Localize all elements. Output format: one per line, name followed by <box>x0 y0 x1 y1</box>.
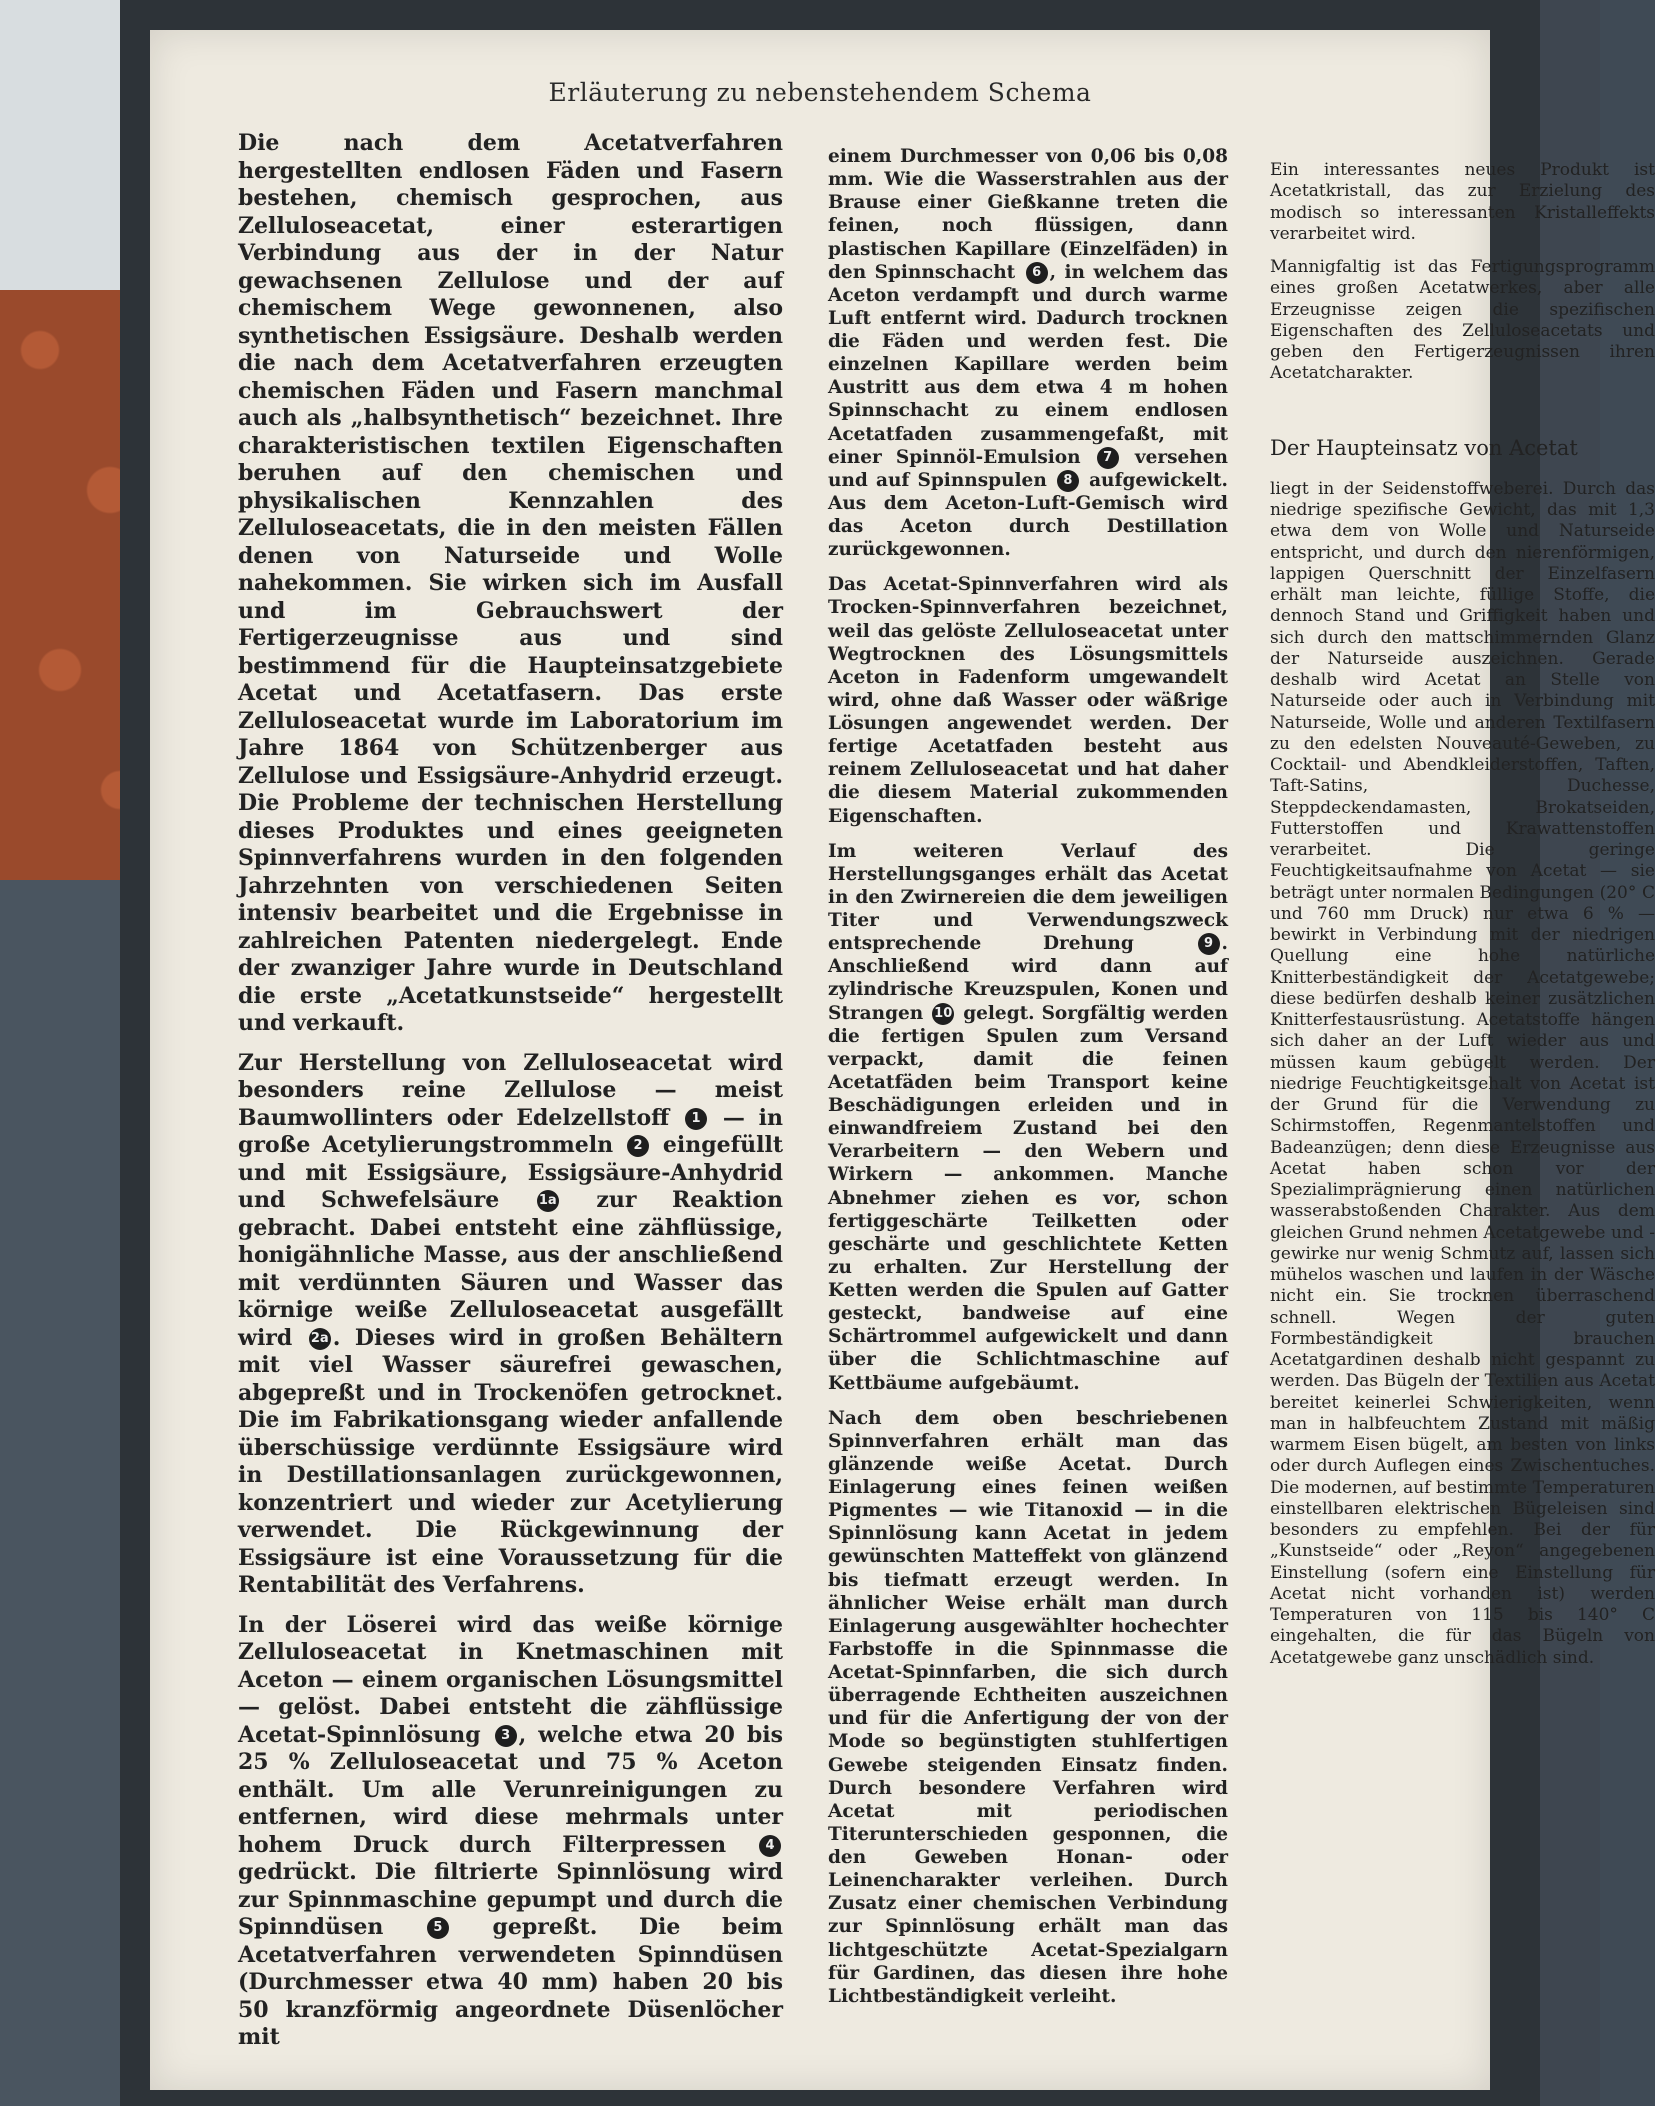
paragraph: Die nach dem Acetatverfahren hergestellten endlosen Fäden und Fasern bestehen, chemisch gesprochen, aus Zelluloseacetat, einer esterartigen Verbindung aus der in der Natur gewachsenen Zellulose und der auf chemischem Wege gewonnenen, also synthetischen Essigsäure. Deshalb werden die nach dem Acetatverfahren erzeugten chemischen Fäden und Fasern manchmal auch als „halbsynthetisch“ bezeichnet. Ihre charakteristischen textilen Eigenschaften beruhen auf den chemischen und physikalischen Kennzahlen des Zelluloseacetats, die in den meisten Fällen denen von Naturseide und Wolle nahekommen. Sie wirken sich im Ausfall und im Gebrauchswert der Fertigerzeugnisse aus und sind bestimmend für die Haupteinsatzgebiete Acetat und Acetatfasern. Das erste Zelluloseacetat wurde im Laboratorium im Jahre 1864 von Schützenberger aus Zellulose und Essigsäure-Anhydrid erzeugt. Die Probleme der technischen Herstellung dieses Produktes und eines geeigneten Spinnverfahrens wurden in den folgenden Jahrzehnten von verschiedenen Seiten intensiv bearbeitet und die Ergebnisse in zahlreichen Patenten niedergelegt. Ende der zwanziger Jahre wurde in Deutschland die erste „Acetatkunstseide“ hergestellt und verkauft. <box>238 130 783 1036</box>
step-number-badge: 5 <box>427 1917 449 1939</box>
paragraph: Mannigfaltig ist das Fertigungsprogramm eines großen Acetatwerkes, aber alle Erzeugnisse zeigen die spezifischen Eigenschaften des Zelluloseacetats und geben den Fertigerzeugnissen ihren Acetatcharakter. <box>1270 257 1655 384</box>
text-run: eingefüllt und mit Essigsäure, Essigsäure-Anhydrid und Schwefelsäure <box>238 1132 783 1213</box>
text-run: gepreßt. Die beim Acetatverfahren verwendeten Spinndüsen (Durchmesser etwa 40 mm) haben 20 bis 50 kranzförmig angeordnete Düsenlöcher mit <box>238 1914 783 2050</box>
document-page <box>150 30 1655 2090</box>
text-column-3 <box>1270 160 1655 1681</box>
paragraph <box>828 840 1228 1395</box>
paragraph <box>828 145 1228 561</box>
text-run: , in welchem das Aceton verdampft und durch warme Luft entfernt wird. Dadurch trocknen die Fäden und werden fest. Die einzelnen Kapillare werden beim Austritt aus dem etwa 4 m hohen Spinnschacht zu einem endlosen Acetatfaden zusammengefaßt, mit einer Spinnöl-Emulsion <box>828 261 1228 468</box>
text-column-2 <box>828 145 1228 2020</box>
section-heading: Der Haupteinsatz von Acetat <box>1270 435 1578 460</box>
text-run: . Anschließend wird dann auf zylindrische Kreuzspulen, Konen und Strangen <box>828 933 1228 1024</box>
text-run: — in große Acetylierungstrommeln <box>238 1104 783 1158</box>
paragraph: Das Acetat-Spinnverfahren wird als Trocken-Spinnverfahren bezeichnet, weil das gelöste Zelluloseacetat unter Wegtrocknen des Lösungsmittels Aceton in Fadenform umgewandelt wird, ohne daß Wasser oder wäßrige Lösungen angewendet werden. Der fertige Acetatfaden besteht aus reinem Zelluloseacetat und hat daher die diesem Material zukommenden Eigenschaften. <box>828 574 1228 827</box>
paragraph <box>238 1612 783 2052</box>
step-number-badge: 8 <box>1057 470 1079 492</box>
step-number-badge: 10 <box>932 1003 954 1025</box>
text-run: . Dieses wird in großen Behältern mit viel Wasser säurefrei gewaschen, abgepreßt und in Trockenöfen getrocknet. Die im Fabrikationsgang wieder anfallende überschüssige verdünnte Essigsäure wird in Destillationsanlagen zurückgewonnen, konzentriert und wieder zur Acetylierung verwendet. Die Rückgewinnung der Essigsäure ist eine Voraussetzung für die Rentabilität des Verfahrens. <box>238 1324 783 1598</box>
text-run: versehen und auf Spinnspulen <box>828 446 1228 491</box>
step-number-badge: 2a <box>309 1328 331 1350</box>
step-number-badge: 1a <box>537 1190 559 1212</box>
paragraph <box>238 1050 783 1600</box>
text-run: aufgewickelt. Aus dem Aceton-Luft-Gemisch wird das Aceton durch Destillation zurückgewonnen. <box>828 469 1228 561</box>
text-run: gedrückt. Die filtrierte Spinnlösung wird zur Spinnmaschine gepumpt und durch die Spinndüsen <box>238 1859 783 1940</box>
text-column-1 <box>238 130 783 2064</box>
page-title: Erläuterung zu nebenstehendem Schema <box>548 78 1092 107</box>
text-run: gelegt. Sorgfältig werden die fertigen Spulen zum Versand verpackt, damit die feinen Acetatfäden beim Transport keine Beschädigungen erleiden und in einwandfreiem Zustand bei den Verarbeitern — den Webern und Wirkern — ankommen. Manche Abnehmer ziehen es vor, schon fertiggeschärte Teilketten oder geschärte und geschlichtete Ketten zu erhalten. Zur Herstellung der Ketten werden die Spulen auf Gatter gesteckt, bandweise auf eine Schärtrommel aufgewickelt und dann über die Schlichtmaschine auf Kettbäume aufgebäumt. <box>828 1002 1228 1394</box>
paragraph: Ein interessantes neues Produkt ist Acetatkristall, das zur Erzielung des modisch so interessanten Kristalleffekts verarbeitet wird. <box>1270 160 1655 244</box>
text-run: zur Reaktion gebracht. Dabei entsteht eine zähflüssige, honigähnliche Masse, aus der anschließend mit verdünnten Säuren und Wasser das körnige weiße Zelluloseacetat ausgefällt wird <box>238 1187 783 1351</box>
step-number-badge: 7 <box>1097 447 1119 469</box>
step-number-badge: 2 <box>627 1135 649 1157</box>
text-run: einem Durchmesser von 0,06 bis 0,08 mm. Wie die Wasserstrahlen aus der Brause einer Gießkanne treten die feinen, noch flüssigen, dann plastischen Kapillare (Einzelfäden) in den Spinnschacht <box>828 146 1228 283</box>
paragraph: Nach dem oben beschriebenen Spinnverfahren erhält man das glänzende weiße Acetat. Durch Einlagerung eines feinen weißen Pigmentes — wie Titanoxid — in die Spinnlösung kann Acetat in jedem gewünschten Matteffekt von glänzend bis tiefmatt erzeugt werden. In ähnlicher Weise erhält man durch Einlagerung ausgewählter hochechter Farbstoffe in die Spinnmasse die Acetat-Spinnfarben, die sich durch überragende Echtheiten auszeichnen und für die Anfertigung der von der Mode so begünstigten stuhlfertigen Gewebe steigenden Einsatz finden. Durch besondere Verfahren wird Acetat mit periodischen Titerunterschieden gesponnen, die den Geweben Honan- oder Leinencharakter verleihen. Durch Zusatz einer chemischen Verbindung zur Spinnlösung erhält man das lichtgeschützte Acetat-Spezialgarn für Gardinen, das diesen ihre hohe Lichtbeständigkeit verleiht. <box>828 1407 1228 2007</box>
text-run: , welche etwa 20 bis 25 % Zelluloseacetat und 75 % Aceton enthält. Um alle Verunreinigungen zu entfernen, wird diese mehrmals unter hohem Druck durch Filterpressen <box>238 1721 783 1858</box>
step-number-badge: 6 <box>1026 262 1048 284</box>
paragraph: liegt in der Seidenstoffweberei. Durch das niedrige spezifische Gewicht, das mit 1,3 etwa dem von Wolle und Naturseide entspricht, und durch den nierenförmigen, lappigen Querschnitt der Einzelfasern erhält man leichte, füllige Stoffe, die dennoch Stand und Griffigkeit haben und sich durch den mattschimmernden Glanz der Naturseide auszeichnen. Gerade deshalb wird Acetat an Stelle von Naturseide oder auch in Verbindung mit Naturseide, Wolle und anderen Textilfasern zu den edelsten Nouveauté-Geweben, zu Cocktail- und Abendkleiderstoffen, Taften, Taft-Satins, Duchesse, Steppdeckendamasten, Brokatseiden, Futterstoffen und Krawattenstoffen verarbeitet. Die geringe Feuchtigkeitsaufnahme von Acetat — sie beträgt unter normalen Bedingungen (20° C und 760 mm Druck) nur etwa 6 % — bewirkt in Verbindung mit der niedrigen Quellung eine hohe natürliche Knitterbeständigkeit der Acetatgewebe; diese bedürfen deshalb keiner zusätzlichen Knitterfestausrüstung. Acetatstoffe hängen sich daher an der Luft wieder aus und müssen kaum gebügelt werden. Der niedrige Feuchtigkeitsgehalt von Acetat ist der Grund für die Verwendung zu Schirmstoffen, Regenmantelstoffen und Badeanzügen; denn diese Erzeugnisse aus Acetat haben schon vor der Spezialimprägnierung einen natürlichen wasserabstoßenden Charakter. Aus dem gleichen Grund nehmen Acetatgewebe und -gewirke nur wenig Schmutz auf, lassen sich mühelos waschen und laufen in der Wäsche nicht ein. Sie trocknen überraschend schnell. Wegen der guten Formbeständigkeit brauchen Acetatgardinen deshalb nicht gespannt zu werden. Das Bügeln der Textilien aus Acetat bereitet keinerlei Schwierigkeiten, wenn man in halbfeuchtem Zustand mit mäßig warmem Eisen bügelt, am besten von links oder durch Auflegen eines Zwischentuches. Die modernen, auf bestimmte Temperaturen einstellbaren elektrischen Bügeleisen sind besonders zu empfehlen. Bei der für „Kunstseide“ oder „Reyon“ angegebenen Einstellung (sofern eine Einstellung für Acetat nicht vorhanden ist) werden Temperaturen von 115 bis 140° C eingehalten, die für das Bügeln von Acetatgewebe ganz unschädlich sind. <box>1270 478 1655 1668</box>
text-run: Zur Herstellung von Zelluloseacetat wird besonders reine Zellulose — meist Baumwollinters oder Edelzellstoff <box>238 1049 783 1131</box>
step-number-badge: 3 <box>495 1725 517 1747</box>
step-number-badge: 1 <box>685 1108 707 1130</box>
text-run: Im weiteren Verlauf des Herstellungsganges erhält das Acetat in den Zwirnereien die dem jeweiligen Titer und Verwendungszweck entsprechende Drehung <box>828 840 1228 955</box>
step-number-badge: 9 <box>1198 933 1220 955</box>
step-number-badge: 4 <box>759 1835 781 1857</box>
text-run: In der Löserei wird das weiße körnige Zelluloseacetat in Knetmaschinen mit Aceton — einem organischen Lösungsmittel — gelöst. Dabei entsteht die zähflüssige Acetat-Spinnlösung <box>238 1611 783 1748</box>
